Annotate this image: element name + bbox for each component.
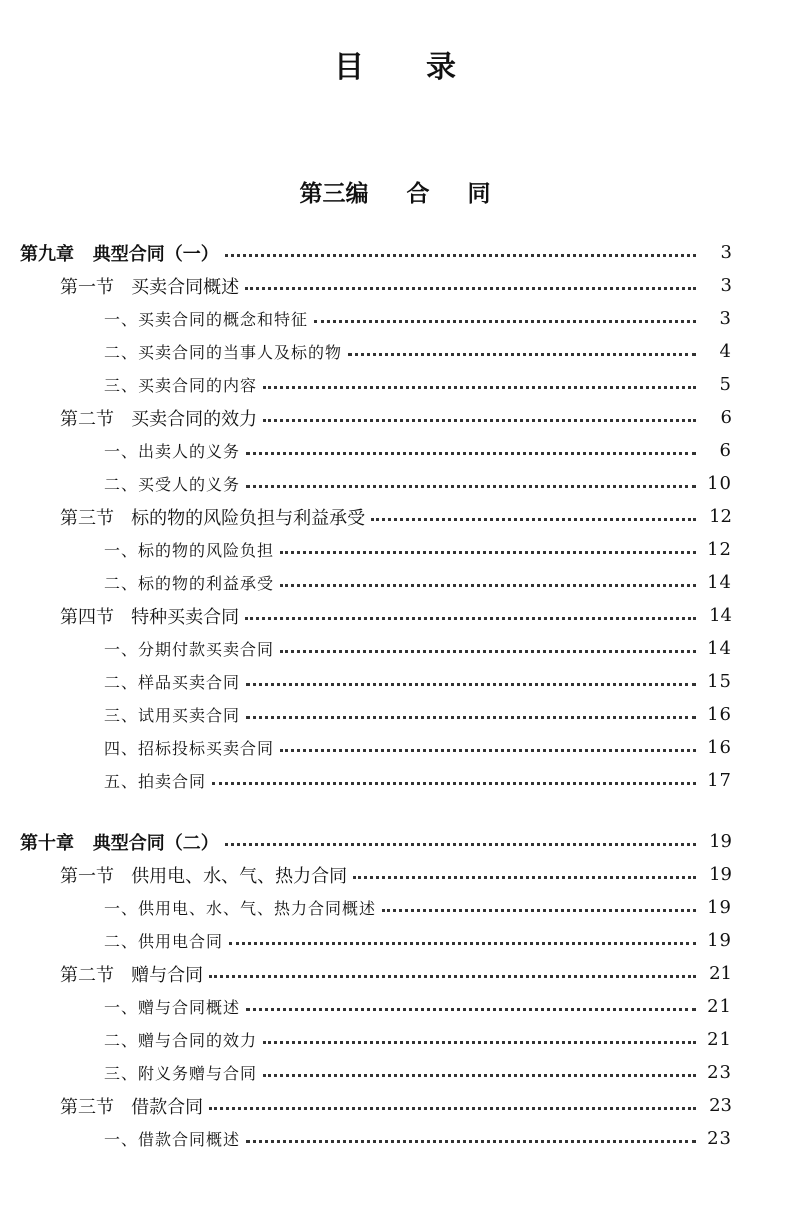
toc-entry-page: 23	[709, 1095, 732, 1116]
toc-entry-label: 四、招标投标买卖合同	[104, 739, 275, 758]
toc-entry-page: 3	[720, 242, 732, 263]
toc-entry-label: 第二节 赠与合同	[60, 964, 204, 986]
toc-entry-page: 23	[707, 1128, 732, 1149]
toc-entry-label: 第三节 借款合同	[60, 1096, 204, 1118]
toc-entry-page: 21	[707, 1029, 732, 1050]
dot-leader	[245, 617, 696, 620]
part-name-1: 合	[406, 180, 430, 207]
dot-leader	[280, 749, 696, 752]
toc-entry-page: 19	[707, 930, 732, 951]
dot-leader	[209, 975, 696, 978]
toc-entry-page: 5	[719, 374, 732, 395]
toc-entry-page: 4	[719, 341, 732, 362]
toc-entry-label: 一、借款合同概述	[104, 1130, 241, 1149]
toc-entry-label: 二、买受人的义务	[104, 475, 241, 494]
dot-leader	[280, 650, 696, 653]
toc-entry-item[interactable]	[0, 467, 790, 500]
toc-entry-page: 14	[707, 638, 732, 659]
toc-entry-section[interactable]	[0, 269, 790, 302]
dot-leader	[280, 584, 696, 587]
part-prefix: 第三编	[299, 180, 369, 207]
toc-entry-section[interactable]	[0, 599, 790, 632]
toc-entry-label: 一、供用电、水、气、热力合同概述	[104, 899, 377, 918]
toc-entry-item[interactable]	[0, 665, 790, 698]
toc-entry-page: 6	[720, 407, 732, 428]
toc-entry-label: 五、拍卖合同	[104, 772, 207, 791]
toc-entry-page: 16	[707, 737, 732, 758]
toc-entry-page: 3	[720, 275, 732, 296]
toc-entry-label: 第三节 标的物的风险负担与利益承受	[60, 507, 366, 529]
toc-entry-page: 14	[709, 605, 732, 626]
toc-entry-label: 二、赠与合同的效力	[104, 1031, 258, 1050]
toc-entry-page: 12	[709, 506, 732, 527]
toc-block	[0, 236, 790, 797]
toc-entry-section[interactable]	[0, 1089, 790, 1122]
dot-leader	[263, 419, 696, 422]
toc-entry-section[interactable]	[0, 500, 790, 533]
dot-leader	[353, 876, 696, 879]
dot-leader	[382, 909, 696, 912]
toc-entry-item[interactable]	[0, 335, 790, 368]
toc-entry-item[interactable]	[0, 990, 790, 1023]
toc-entry-label: 三、附义务赠与合同	[104, 1064, 258, 1083]
toc-entry-section[interactable]	[0, 858, 790, 891]
toc-entry-label: 二、供用电合同	[104, 932, 224, 951]
toc-entry-item[interactable]	[0, 698, 790, 731]
toc-entry-item[interactable]	[0, 1122, 790, 1155]
dot-leader	[209, 1107, 696, 1110]
toc-entry-item[interactable]	[0, 533, 790, 566]
dot-leader	[348, 353, 696, 356]
toc-entry-page: 17	[707, 770, 732, 791]
toc-entry-label: 一、买卖合同的概念和特征	[104, 310, 309, 329]
dot-leader	[245, 287, 696, 290]
dot-leader	[246, 716, 696, 719]
toc-entry-label: 一、标的物的风险负担	[104, 541, 275, 560]
dot-leader	[225, 843, 696, 846]
toc-entry-item[interactable]	[0, 891, 790, 924]
dot-leader	[263, 386, 696, 389]
toc-entry-label: 二、买卖合同的当事人及标的物	[104, 343, 343, 362]
toc-entry-item[interactable]	[0, 731, 790, 764]
toc-entry-chapter[interactable]	[0, 825, 790, 858]
toc-entry-section[interactable]	[0, 957, 790, 990]
toc-entry-page: 19	[707, 897, 732, 918]
dot-leader	[246, 485, 696, 488]
toc-entry-page: 15	[707, 671, 732, 692]
toc-entry-item[interactable]	[0, 302, 790, 335]
dot-leader	[263, 1074, 696, 1077]
toc-entry-label: 一、分期付款买卖合同	[104, 640, 275, 659]
dot-leader	[246, 1140, 696, 1143]
toc-entry-label: 三、买卖合同的内容	[104, 376, 258, 395]
toc-entry-page: 3	[719, 308, 732, 329]
toc-entry-label: 二、样品买卖合同	[104, 673, 241, 692]
toc-entry-item[interactable]	[0, 434, 790, 467]
dot-leader	[212, 782, 696, 785]
toc-entry-label: 第四节 特种买卖合同	[60, 606, 240, 628]
toc-entry-item[interactable]	[0, 632, 790, 665]
dot-leader	[280, 551, 696, 554]
toc-entry-label: 一、赠与合同概述	[104, 998, 241, 1017]
dot-leader	[225, 254, 696, 257]
dot-leader	[371, 518, 696, 521]
toc-entry-page: 16	[707, 704, 732, 725]
toc-entry-item[interactable]	[0, 764, 790, 797]
toc-entry-label: 第一节 供用电、水、气、热力合同	[60, 865, 348, 887]
toc-entry-label: 第二节 买卖合同的效力	[60, 408, 258, 430]
toc-entry-page: 6	[719, 440, 732, 461]
toc-entry-page: 10	[707, 473, 732, 494]
toc-entry-item[interactable]	[0, 566, 790, 599]
toc-entry-page: 23	[707, 1062, 732, 1083]
toc-entry-item[interactable]	[0, 1023, 790, 1056]
part-title	[0, 175, 790, 208]
part-name-2: 同	[467, 180, 491, 207]
toc-entry-label: 二、标的物的利益承受	[104, 574, 275, 593]
page-title: 目录	[334, 50, 518, 85]
toc-entry-label: 三、试用买卖合同	[104, 706, 241, 725]
toc-entry-section[interactable]	[0, 401, 790, 434]
toc-entry-item[interactable]	[0, 1056, 790, 1089]
toc-entry-page: 19	[709, 831, 732, 852]
toc-entry-label: 第十章 典型合同（二）	[20, 832, 219, 854]
dot-leader	[246, 452, 696, 455]
toc-entry-label: 第九章 典型合同（一）	[20, 243, 219, 265]
toc-entry-page: 21	[709, 963, 732, 984]
dot-leader	[246, 1008, 696, 1011]
toc-entry-label: 一、出卖人的义务	[104, 442, 241, 461]
toc-entry-label: 第一节 买卖合同概述	[60, 276, 240, 298]
toc-entry-page: 21	[707, 996, 732, 1017]
dot-leader	[246, 683, 696, 686]
toc-block	[0, 825, 790, 1155]
dot-leader	[263, 1041, 696, 1044]
toc-entry-item[interactable]	[0, 924, 790, 957]
toc-entry-item[interactable]	[0, 368, 790, 401]
dot-leader	[314, 320, 696, 323]
dot-leader	[229, 942, 696, 945]
toc-entry-page: 12	[707, 539, 732, 560]
toc-entry-page: 19	[709, 864, 732, 885]
toc-entry-page: 14	[707, 572, 732, 593]
toc-entry-chapter[interactable]	[0, 236, 790, 269]
